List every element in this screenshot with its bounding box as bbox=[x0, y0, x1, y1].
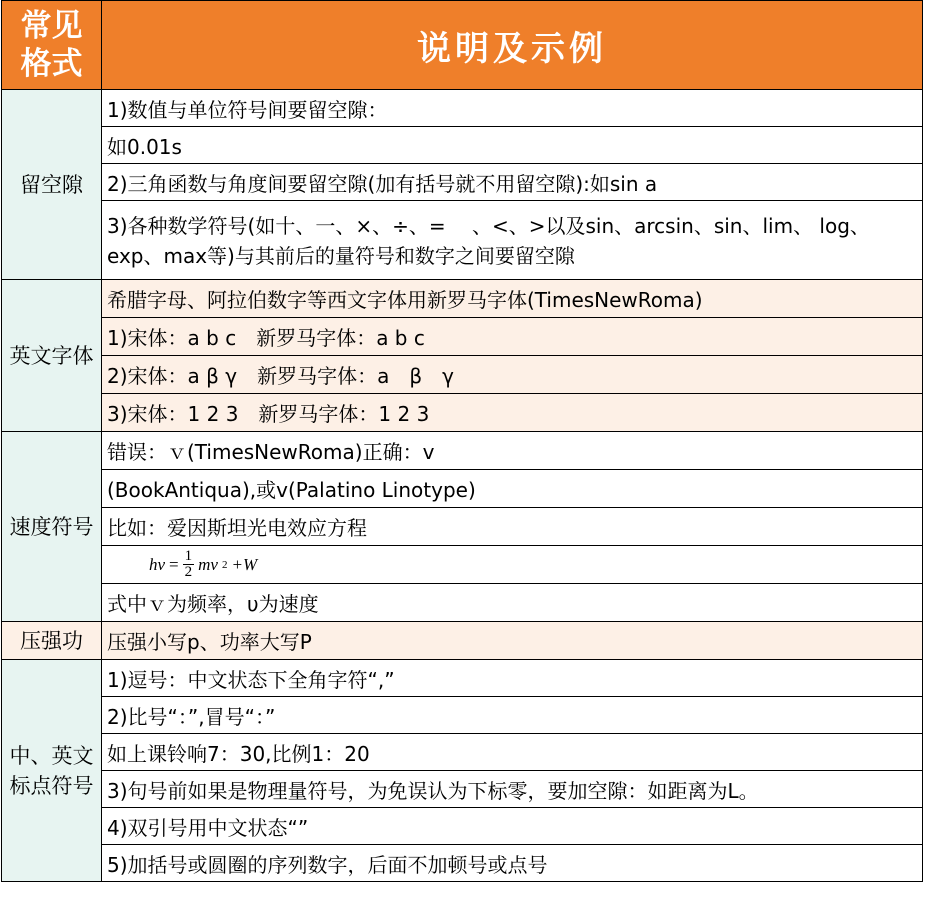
row-cell: 1)宋体：a b c 新罗马字体：a b c bbox=[102, 318, 923, 356]
row-cell: 压强小写p、功率大写P bbox=[102, 622, 923, 660]
table-row bbox=[2, 164, 923, 201]
fraction-denominator: 2 bbox=[184, 564, 193, 580]
category-velocity-symbol: 速度符号 bbox=[2, 432, 102, 622]
table-row bbox=[2, 546, 923, 584]
table-row bbox=[2, 470, 923, 508]
fraction-numerator: 1 bbox=[184, 548, 193, 564]
table-row bbox=[2, 660, 923, 697]
format-table-sheet bbox=[1, 0, 922, 882]
row-cell: 1)数值与单位符号间要留空隙： bbox=[102, 90, 923, 127]
row-cell: 如0.01s bbox=[102, 127, 923, 164]
row-cell: 式中ｖ为频率，υ为速度 bbox=[102, 584, 923, 622]
header-col1-line2: 格式 bbox=[20, 46, 83, 82]
formula-cell bbox=[102, 546, 923, 584]
row-cell: 3)句号前如果是物理量符号，为免误认为下标零，要加空隙：如距离为L。 bbox=[102, 771, 923, 808]
row-cell: 1)逗号：中文状态下全角字符“,” bbox=[102, 660, 923, 697]
table-row bbox=[2, 318, 923, 356]
formula-superscript: 2 bbox=[221, 558, 228, 571]
row-cell: 2)比号“：”,冒号“：” bbox=[102, 697, 923, 734]
format-table bbox=[1, 0, 923, 882]
row-cell: 5)加括号或圆圈的序列数字，后面不加顿号或点号 bbox=[102, 845, 923, 882]
row-cell: 3)宋体：1 2 3 新罗马字体：1 2 3 bbox=[102, 394, 923, 432]
table-row bbox=[2, 201, 923, 280]
category-pressure-power bbox=[2, 622, 102, 660]
table-row bbox=[2, 394, 923, 432]
table-row bbox=[2, 584, 923, 622]
row-cell: 错误：ｖ(TimesNewRoma)正确：v bbox=[102, 432, 923, 470]
row-cell: 4)双引号用中文状态“” bbox=[102, 808, 923, 845]
formula-equals: = bbox=[169, 554, 179, 574]
table-row bbox=[2, 808, 923, 845]
table-row bbox=[2, 845, 923, 882]
table-row bbox=[2, 697, 923, 734]
formula-mv: mv bbox=[198, 554, 218, 574]
row-cell: (BookAntiqua),或v(Palatino Linotype) bbox=[102, 470, 923, 508]
header-description: 说明及示例 bbox=[102, 1, 923, 90]
category-punctuation: 中、英文标点符号 bbox=[2, 660, 102, 882]
formula-plus-w: +W bbox=[231, 554, 258, 574]
formula-fraction bbox=[183, 549, 195, 580]
table-row bbox=[2, 622, 923, 660]
table-row bbox=[2, 432, 923, 470]
photoelectric-equation bbox=[107, 549, 257, 580]
header-row bbox=[2, 1, 923, 90]
table-row bbox=[2, 90, 923, 127]
category-pressure-power-label: 压强功 bbox=[20, 628, 83, 653]
header-col1-line1: 常见 bbox=[20, 8, 83, 44]
row-cell: 3)各种数学符号(如十、一、×、÷、= 、<、>以及sin、arcsin、sin、lim、 log、exp、max等)与其前后的量符号和数字之间要留空隙 bbox=[102, 201, 923, 280]
category-spacing: 留空隙 bbox=[2, 90, 102, 280]
row-cell: 如上课铃响7：30,比例1：20 bbox=[102, 734, 923, 771]
formula-lhs: hv bbox=[149, 554, 166, 574]
table-row bbox=[2, 508, 923, 546]
table-row bbox=[2, 127, 923, 164]
table-row bbox=[2, 734, 923, 771]
row-cell: 希腊字母、阿拉伯数字等西文字体用新罗马字体(TimesNewRoma) bbox=[102, 280, 923, 318]
row-cell: 2)宋体：a β γ 新罗马字体：a β γ bbox=[102, 356, 923, 394]
row-cell: 比如：爱因斯坦光电效应方程 bbox=[102, 508, 923, 546]
table-row bbox=[2, 356, 923, 394]
row-cell: 2)三角函数与角度间要留空隙(加有括号就不用留空隙):如sin a bbox=[102, 164, 923, 201]
header-common-format bbox=[2, 1, 102, 90]
category-english-font: 英文字体 bbox=[2, 280, 102, 432]
table-row bbox=[2, 771, 923, 808]
table-row bbox=[2, 280, 923, 318]
